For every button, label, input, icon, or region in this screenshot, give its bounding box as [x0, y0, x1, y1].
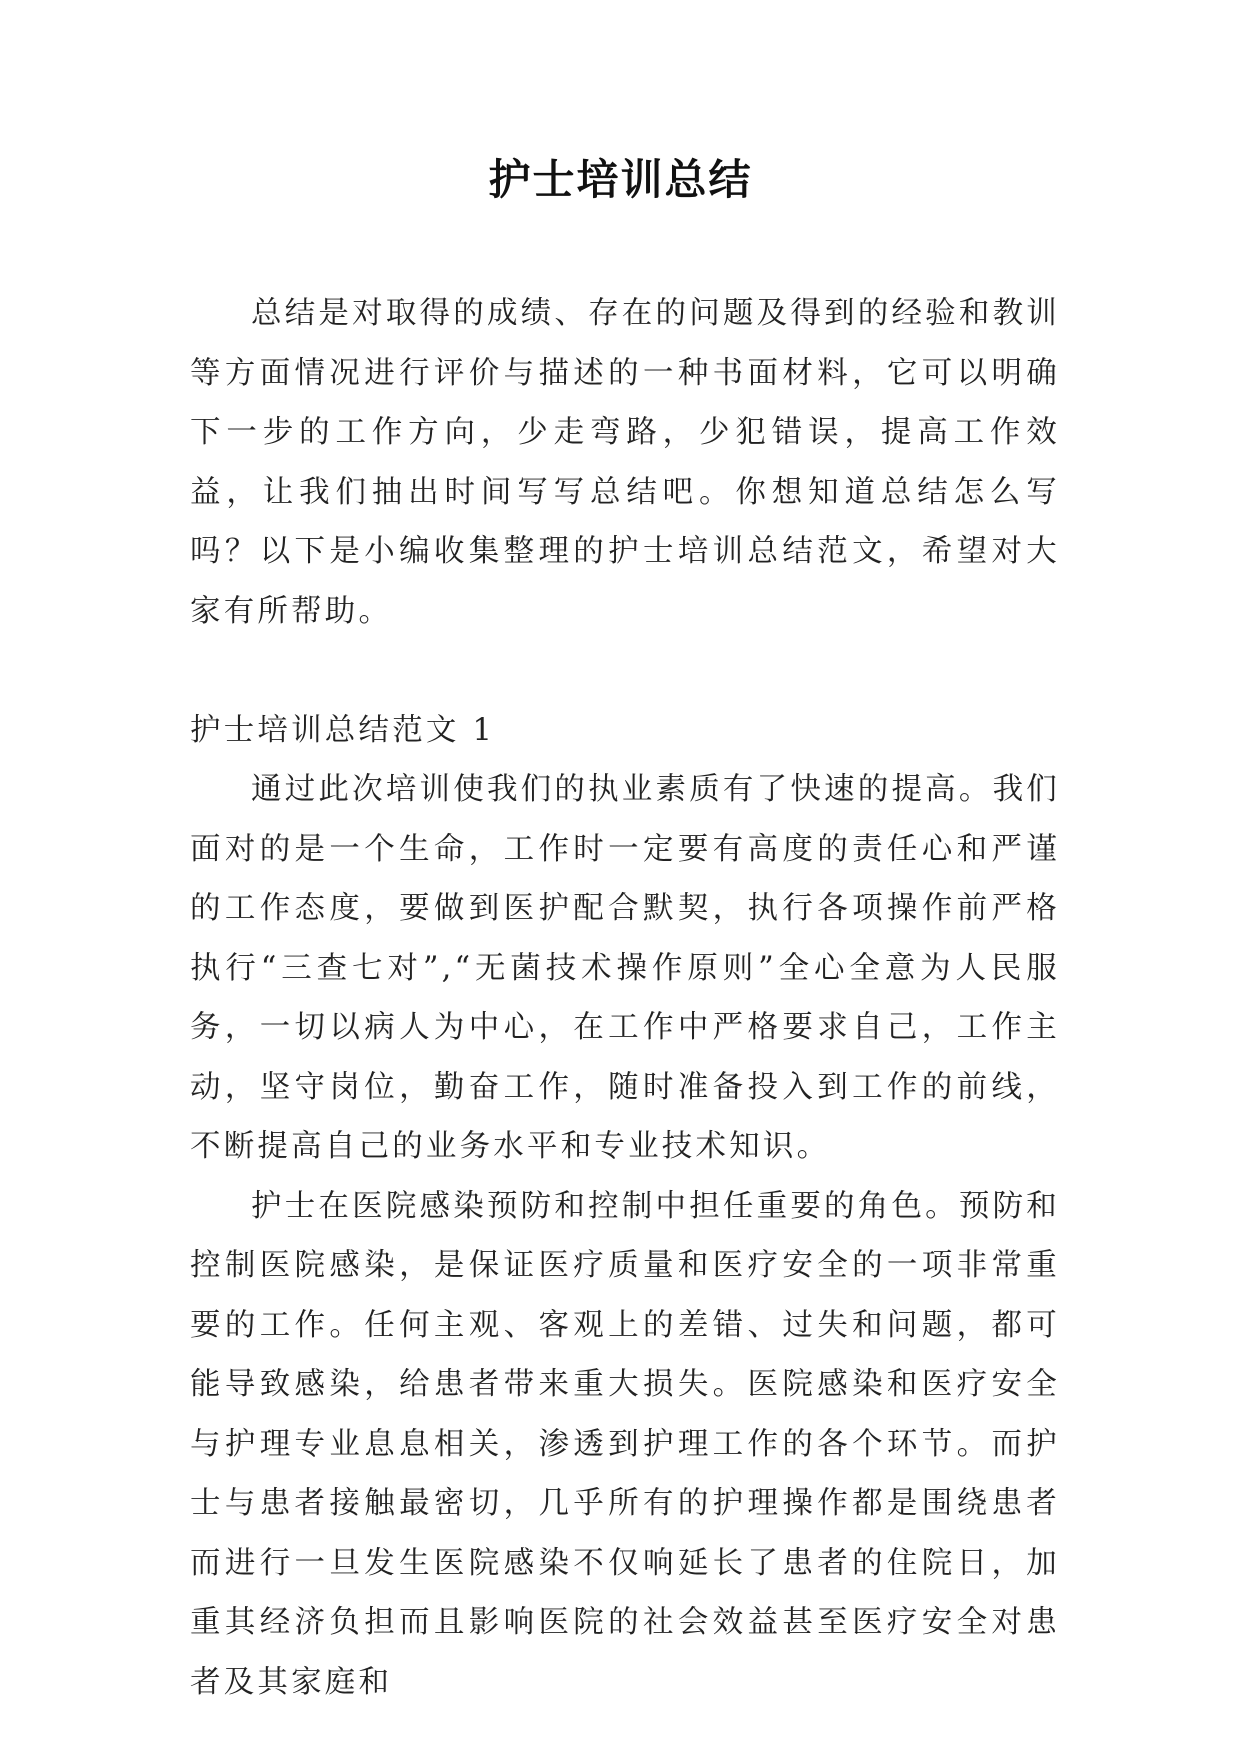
- paragraph-spacer: [190, 641, 1060, 701]
- document-title: 护士培训总结: [488, 155, 753, 204]
- section-heading: 护士培训总结范文 1: [190, 712, 496, 748]
- document-body: [190, 284, 1060, 1712]
- body-paragraph-1: 通过此次培训使我们的执业素质有了快速的提高。我们面对的是一个生命，工作时一定要有高度的责任心和严谨的工作态度，要做到医护配合默契，执行各项操作前严格执行“三查七对”,“无菌技术操作原则”全心全意为人民服务，一切以病人为中心，在工作中严格要求自己，工作主动，坚守岗位，勤奋工作，随时准备投入到工作的前线，不断提高自己的业务水平和专业技术知识。: [190, 772, 1060, 1164]
- body-paragraph-2: 护士在医院感染预防和控制中担任重要的角色。预防和控制医院感染，是保证医疗质量和医疗安全的一项非常重要的工作。任何主观、客观上的差错、过失和问题，都可能导致感染，给患者带来重大损失。医院感染和医疗安全与护理专业息息相关，渗透到护理工作的各个环节。而护士与患者接触最密切，几乎所有的护理操作都是围绕患者而进行一旦发生医院感染不仅响延长了患者的住院日，加重其经济负担而且影响医院的社会效益甚至医疗安全对患者及其家庭和: [190, 1188, 1060, 1700]
- intro-paragraph: 总结是对取得的成绩、存在的问题及得到的经验和教训等方面情况进行评价与描述的一种书面材料，它可以明确下一步的工作方向，少走弯路，少犯错误，提高工作效益，让我们抽出时间写写总结吧。你想知道总结怎么写吗？以下是小编收集整理的护士培训总结范文，希望对大家有所帮助。: [190, 296, 1060, 629]
